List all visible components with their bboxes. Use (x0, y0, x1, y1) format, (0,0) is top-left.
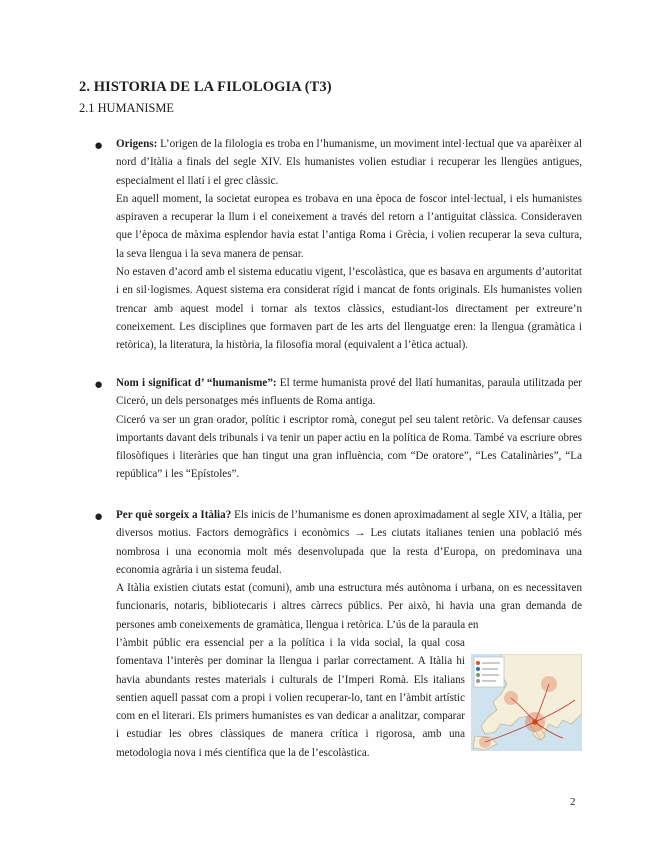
paragraph: A Itàlia existien ciutats estat (comuni), amb una estructura més autònoma i urbana, on es necessitaven funcionaris, notaris, bibliotecaris i altres càrrecs públics. Per això, hi havia una gran demanda de persones amb coneixements de gramàtica, llengua i retòrica. L’ús de la paraula en (116, 582, 582, 631)
paragraph: Nom i significat d’ “humanisme”: El terme humanista prové del llatí humanitas, paraula utilitzada per Ciceró, un dels personatges més influents de Roma antiga. (116, 377, 583, 408)
section-subtitle: 2.1 HUMANISME (79, 101, 174, 115)
paragraph: Origens: L’origen de la filologia es troba en l’humanisme, un moviment intel·lectual que va aparèixer al nord d’Itàlia a finals del segle XIV. Els humanistes volien estudiar i recuperar les llengües antigues, especialment el llatí i el grec clàssic. (116, 138, 582, 187)
section-nom-humanisme (116, 374, 582, 484)
paragraph: Per què sorgeix a Itàlia? Els inicis de l’humanisme es donen aproximadament al segle XIV, a Itàlia, per diversos motius. Factors demogràfics i econòmics → Les ciutats italianes tenien una població més nombrosa i una economia molt més desenvolupada que la resta d’Europa, on predominava una economia agrària i un sistema feudal. (116, 509, 582, 576)
section-origens (116, 135, 582, 355)
section-per-que-italia-continued (116, 634, 465, 762)
legend-dot (476, 661, 480, 665)
section-lead: Nom i significat d’ “humanisme”: (116, 377, 277, 389)
bullet-origens: ● (94, 138, 104, 154)
section-per-que-italia (116, 506, 582, 634)
section-lead: Per què sorgeix a Itàlia? (116, 509, 232, 521)
legend-dot (476, 667, 480, 671)
legend-dot (476, 679, 480, 683)
page-number: 2 (570, 796, 576, 808)
bullet-italia: ● (94, 509, 104, 525)
paragraph: Ciceró va ser un gran orador, polític i escriptor romà, conegut pel seu talent retòric. Va defensar causes importants davant dels tribunals i va tenir un paper actiu en la política de Roma. També va escriure obres filosòfiques i literàries que han tingut una gran influència, com “De oratore”, “Les Catalinàries”, “La república” i les “Epístoles”. (116, 413, 582, 481)
page-title: 2. HISTORIA DE LA FILOLOGIA (T3) (79, 79, 332, 95)
paragraph: En aquell moment, la societat europea es trobava en una època de foscor intel·lectual, i els humanistes aspiraven a recuperar la llum i el coneixement a través del retorn a l’antiguitat clàssica. Consideraven que l’època de màxima esplendor havia estat l’antiga Roma i Grècia, i volien recuperar la seva cultura, la seva llengua i la seva manera de pensar. (116, 192, 582, 260)
humanism-spread-map (471, 654, 582, 751)
paragraph: l’àmbit públic era essencial per a la política i la vida social, la qual cosa fomentava l’interès per dominar la llengua i parlar correctament. A Itàlia hi havia abundants restes materials i culturals de l’Imperi Romà. Els italians sentien aquell passat com a propi i volien recuperar-lo, tant en l’àmbit artístic com en el literari. Els primers humanistes es van dedicar a analitzar, comparar i estudiar les obres clàssiques de manera crítica i rigorosa, amb una metodologia nova i més científica que la de l’escolàstica. (116, 637, 465, 759)
legend-dot (476, 673, 480, 677)
bullet-nom: ● (94, 377, 104, 393)
paragraph: No estaven d’acord amb el sistema educatiu vigent, l’escolàstica, que es basava en arguments d’autoritat i en sil·logismes. Aquest sistema era considerat rígid i mancat de fonts originals. Els humanistes volien trencar amb aquest model i tornar als textos clàssics, estudiant-los directament per extreure’n coneixement. Les disciplines que formaven part de les arts del llenguatge eren: la llengua (gramàtica i retòrica), la literatura, la història, la filosofia moral (equivalent a l’ètica actual). (116, 266, 582, 352)
section-lead: Origens: (116, 138, 158, 150)
